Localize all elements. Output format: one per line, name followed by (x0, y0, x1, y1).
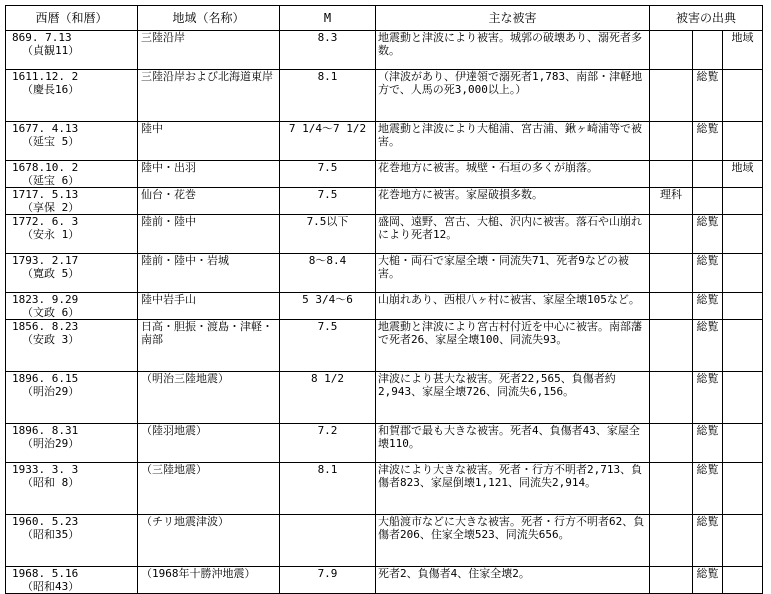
western-date: 1968. 5.16 (12, 567, 79, 580)
table-row (6, 372, 763, 424)
western-date: 1933. 3. 3 (12, 463, 79, 476)
region-cell: 仙台・花巻 (138, 188, 280, 215)
damage-cell: 地震動と津波により被害。城郭の破壊あり、溺死者多数。 (376, 31, 650, 70)
damage-cell: 大槌・両石で家屋全壊・同流失71、死者9などの被害。 (376, 254, 650, 293)
magnitude-cell: 7.5 (280, 188, 376, 215)
western-date: 1856. 8.23 (12, 320, 79, 333)
japanese-era: （延宝 5） (22, 135, 80, 148)
magnitude-cell: 8.1 (280, 463, 376, 515)
source-col2-cell: 総覧 (693, 254, 723, 293)
magnitude-cell: 5 3/4〜6 (280, 293, 376, 320)
western-date: 1823. 9.29 (12, 293, 79, 306)
table-row (6, 515, 763, 567)
date-cell (6, 70, 138, 122)
region-cell: 陸中岩手山 (138, 293, 280, 320)
magnitude-cell: 8.3 (280, 31, 376, 70)
source-col1-cell (650, 463, 693, 515)
source-col1-cell (650, 293, 693, 320)
source-col2-cell: 総覧 (693, 424, 723, 463)
source-col3-cell (723, 254, 763, 293)
source-col1-cell (650, 31, 693, 70)
source-col2-cell: 総覧 (693, 293, 723, 320)
western-date: 1611.12. 2 (12, 70, 79, 83)
damage-cell: 地震動と津波により大槌浦、宮古浦、鍬ヶ崎浦等で被害。 (376, 122, 650, 161)
header-damage: 主な被害 (376, 6, 650, 31)
table-row (6, 293, 763, 320)
source-col2-cell: 総覧 (693, 122, 723, 161)
table-row (6, 254, 763, 293)
region-cell: 日高・胆振・渡島・津軽・南部 (138, 320, 280, 372)
date-cell (6, 122, 138, 161)
table-row (6, 424, 763, 463)
source-col3-cell (723, 515, 763, 567)
source-col1-cell (650, 515, 693, 567)
source-col1-cell: 理科 (650, 188, 693, 215)
magnitude-cell: 7.9 (280, 567, 376, 594)
region-cell: 陸前・陸中・岩城 (138, 254, 280, 293)
table-row (6, 188, 763, 215)
date-cell (6, 161, 138, 188)
table-row (6, 567, 763, 594)
region-cell: （1968年十勝沖地震） (138, 567, 280, 594)
region-cell: （チリ地震津波） (138, 515, 280, 567)
source-col3-cell: 地域 (723, 31, 763, 70)
date-cell (6, 254, 138, 293)
date-cell (6, 188, 138, 215)
source-col2-cell: 総覧 (693, 372, 723, 424)
japanese-era: （貞観11） (22, 44, 80, 57)
western-date: 1772. 6. 3 (12, 215, 79, 228)
japanese-era: （明治29） (22, 385, 80, 398)
source-col3-cell (723, 463, 763, 515)
date-cell (6, 31, 138, 70)
damage-cell: 花巻地方に被害。家屋破損多数。 (376, 188, 650, 215)
source-col1-cell (650, 320, 693, 372)
japanese-era: （昭和35） (22, 528, 80, 541)
damage-cell: 津波により甚大な被害。死者22,565、負傷者約2,943、家屋全壊726、同流失6,156。 (376, 372, 650, 424)
japanese-era: （昭和43） (22, 580, 80, 593)
source-col3-cell (723, 188, 763, 215)
japanese-era: （延宝 6） (22, 174, 80, 187)
source-col3-cell (723, 567, 763, 594)
japanese-era: （安永 1） (22, 228, 80, 241)
western-date: 869. 7.13 (12, 31, 72, 44)
source-col1-cell (650, 372, 693, 424)
damage-cell: 大船渡市などに大きな被害。死者・行方不明者62、負傷者206、住家全壊523、同流失656。 (376, 515, 650, 567)
source-col2-cell: 総覧 (693, 215, 723, 254)
japanese-era: （昭和 8） (22, 476, 80, 489)
table-row (6, 122, 763, 161)
header-row (6, 6, 763, 31)
table-body (6, 31, 763, 594)
table-row (6, 320, 763, 372)
source-col2-cell: 総覧 (693, 463, 723, 515)
western-date: 1717. 5.13 (12, 188, 79, 201)
source-col3-cell (723, 215, 763, 254)
source-col3-cell (723, 122, 763, 161)
magnitude-cell: 7.5 (280, 320, 376, 372)
source-col3-cell (723, 320, 763, 372)
date-cell (6, 320, 138, 372)
western-date: 1678.10. 2 (12, 161, 79, 174)
table-row (6, 70, 763, 122)
damage-cell: 花巻地方に被害。城壁・石垣の多くが崩落。 (376, 161, 650, 188)
source-col2-cell (693, 188, 723, 215)
region-cell: （明治三陸地震） (138, 372, 280, 424)
region-cell: 陸中 (138, 122, 280, 161)
date-cell (6, 215, 138, 254)
japanese-era: （安政 3） (22, 333, 80, 346)
source-col3-cell (723, 372, 763, 424)
magnitude-cell: 7.5 (280, 161, 376, 188)
western-date: 1960. 5.23 (12, 515, 79, 528)
region-cell: 三陸沿岸 (138, 31, 280, 70)
western-date: 1677. 4.13 (12, 122, 79, 135)
source-col1-cell (650, 567, 693, 594)
source-col2-cell: 総覧 (693, 567, 723, 594)
damage-cell: 地震動と津波により宮古村付近を中心に被害。南部藩で死者26、家屋全壊100、同流失93。 (376, 320, 650, 372)
source-col2-cell: 総覧 (693, 70, 723, 122)
region-cell: （三陸地震） (138, 463, 280, 515)
date-cell (6, 463, 138, 515)
table-row (6, 161, 763, 188)
source-col2-cell (693, 31, 723, 70)
date-cell (6, 372, 138, 424)
source-col3-cell (723, 70, 763, 122)
magnitude-cell: 7.2 (280, 424, 376, 463)
source-col2-cell: 総覧 (693, 515, 723, 567)
earthquake-table-wrapper (5, 5, 763, 594)
magnitude-cell: 7 1/4〜7 1/2 (280, 122, 376, 161)
region-cell: 陸前・陸中 (138, 215, 280, 254)
damage-cell: 山崩れあり、西根八ヶ村に被害、家屋全壊105など。 (376, 293, 650, 320)
source-col1-cell (650, 70, 693, 122)
source-col2-cell: 総覧 (693, 320, 723, 372)
header-region: 地域（名称） (138, 6, 280, 31)
damage-cell: 津波により大きな被害。死者・行方不明者2,713、負傷者823、家屋倒壊1,121、同流失2,914。 (376, 463, 650, 515)
japanese-era: （享保 2） (22, 201, 80, 214)
damage-cell: 盛岡、遠野、宮古、大槌、沢内に被害。落石や山崩れにより死者12。 (376, 215, 650, 254)
table-row (6, 31, 763, 70)
magnitude-cell: 8.1 (280, 70, 376, 122)
table-row (6, 463, 763, 515)
source-col2-cell (693, 161, 723, 188)
japanese-era: （寛政 5） (22, 267, 80, 280)
damage-cell: 死者2、負傷者4、住家全壊2。 (376, 567, 650, 594)
magnitude-cell (280, 515, 376, 567)
source-col3-cell (723, 424, 763, 463)
source-col1-cell (650, 215, 693, 254)
western-date: 1896. 6.15 (12, 372, 79, 385)
japanese-era: （慶長16） (22, 83, 80, 96)
header-source: 被害の出典 (650, 6, 763, 31)
source-col1-cell (650, 161, 693, 188)
japanese-era: （明治29） (22, 437, 80, 450)
source-col1-cell (650, 254, 693, 293)
date-cell (6, 515, 138, 567)
region-cell: 三陸沿岸および北海道東岸 (138, 70, 280, 122)
source-col1-cell (650, 424, 693, 463)
date-cell (6, 293, 138, 320)
western-date: 1793. 2.17 (12, 254, 79, 267)
date-cell (6, 424, 138, 463)
damage-cell: 和賀郡で最も大きな被害。死者4、負傷者43、家屋全壊110。 (376, 424, 650, 463)
western-date: 1896. 8.31 (12, 424, 79, 437)
header-date: 西暦（和暦） (6, 6, 138, 31)
japanese-era: （文政 6） (22, 306, 80, 319)
magnitude-cell: 7.5以下 (280, 215, 376, 254)
source-col3-cell (723, 293, 763, 320)
damage-cell: （津波があり、伊達領で溺死者1,783、南部・津軽地方で、人馬の死3,000以上。） (376, 70, 650, 122)
earthquake-history-table (5, 5, 763, 594)
magnitude-cell: 8〜8.4 (280, 254, 376, 293)
header-magnitude: M (280, 6, 376, 31)
source-col3-cell: 地域 (723, 161, 763, 188)
region-cell: 陸中・出羽 (138, 161, 280, 188)
region-cell: （陸羽地震） (138, 424, 280, 463)
magnitude-cell: 8 1/2 (280, 372, 376, 424)
date-cell (6, 567, 138, 594)
table-row (6, 215, 763, 254)
source-col1-cell (650, 122, 693, 161)
